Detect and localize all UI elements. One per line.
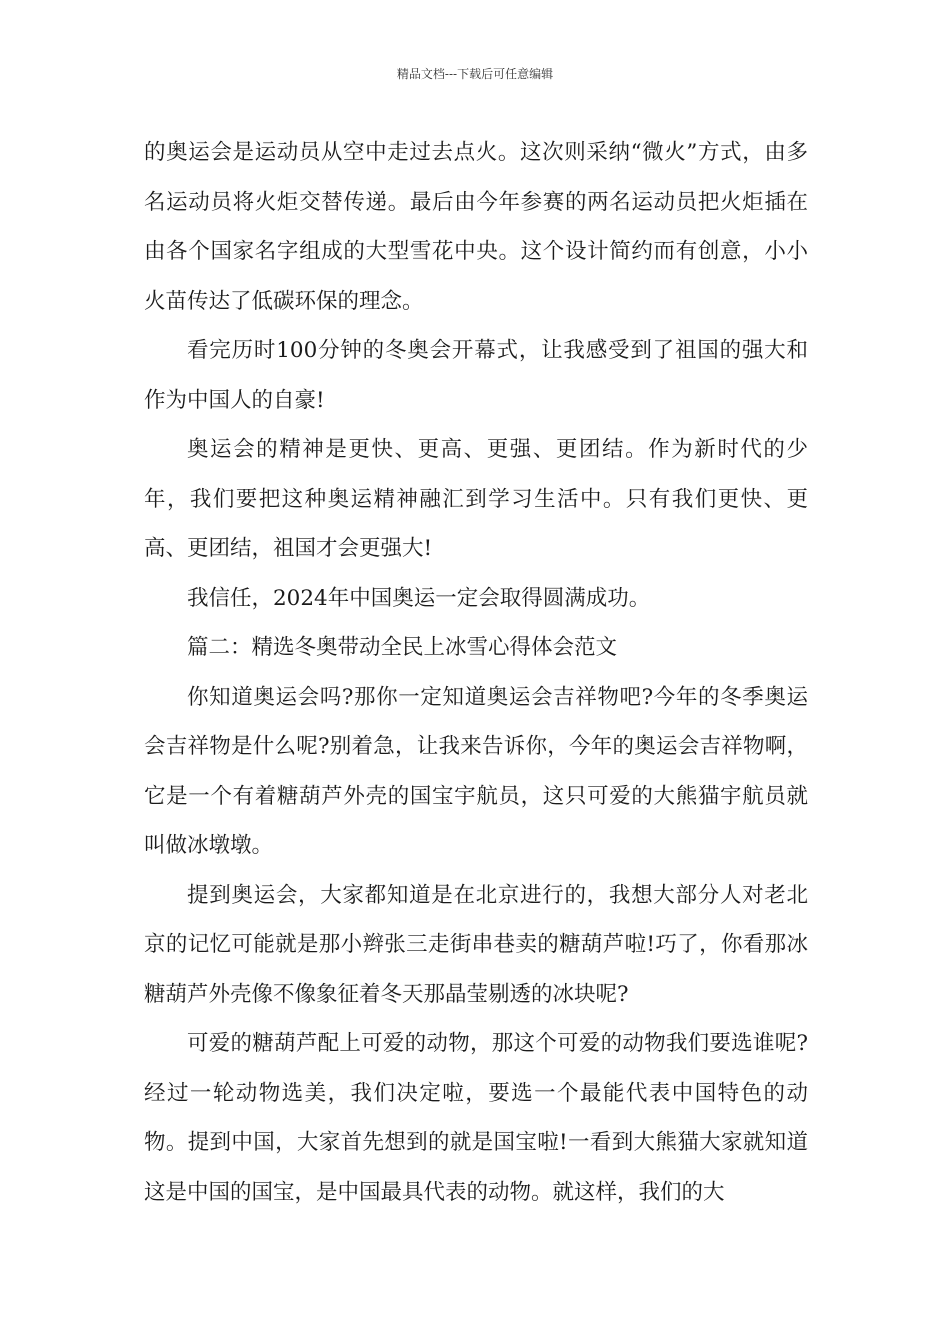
page-header: 精品文档---下载后可任意编辑 <box>396 67 554 81</box>
paragraph: 可爱的糖葫芦配上可爱的动物，那这个可爱的动物我们要选谁呢?经过一轮动物选美，我们决定啦，要选一个最能代表中国特色的动物。提到中国，大家首先想到的就是国宝啦!一看到大熊猫大家就知道这是中国的国宝，是中国最具代表的动物。就这样，我们的大 <box>144 1031 808 1205</box>
paragraph: 看完历时100分钟的冬奥会开幕式，让我感受到了祖国的强大和作为中国人的自豪! <box>144 338 808 413</box>
section-heading: 篇二：精选冬奥带动全民上冰雪心得体会范文 <box>187 635 618 660</box>
paragraph: 提到奥运会，大家都知道是在北京进行的，我想大部分人对老北京的记忆可能就是那小辫张三走街串巷卖的糖葫芦啦!巧了，你看那冰糖葫芦外壳像不像象征着冬天那晶莹剔透的冰块呢? <box>144 882 808 1007</box>
document-body <box>144 128 808 1217</box>
paragraph: 奥运会的精神是更快、更高、更强、更团结。作为新时代的少年，我们要把这种奥运精神融汇到学习生活中。只有我们更快、更高、更团结，祖国才会更强大! <box>144 437 808 561</box>
paragraph: 我信任，2024年中国奥运一定会取得圆满成功。 <box>187 585 651 611</box>
paragraph: 你知道奥运会吗?那你一定知道奥运会吉祥物吧?今年的冬季奥运会吉祥物是什么呢?别着急，让我来告诉你，今年的奥运会吉祥物啊，它是一个有着糖葫芦外壳的国宝宇航员，这只可爱的大熊猫宇航员就叫做冰墩墩。 <box>144 684 808 858</box>
paragraph-continued: 的奥运会是运动员从空中走过去点火。这次则采纳“微火”方式，由多名运动员将火炬交替传递。最后由今年参赛的两名运动员把火炬插在由各个国家名字组成的大型雪花中央。这个设计简约而有创意，小小火苗传达了低碳环保的理念。 <box>144 140 808 314</box>
